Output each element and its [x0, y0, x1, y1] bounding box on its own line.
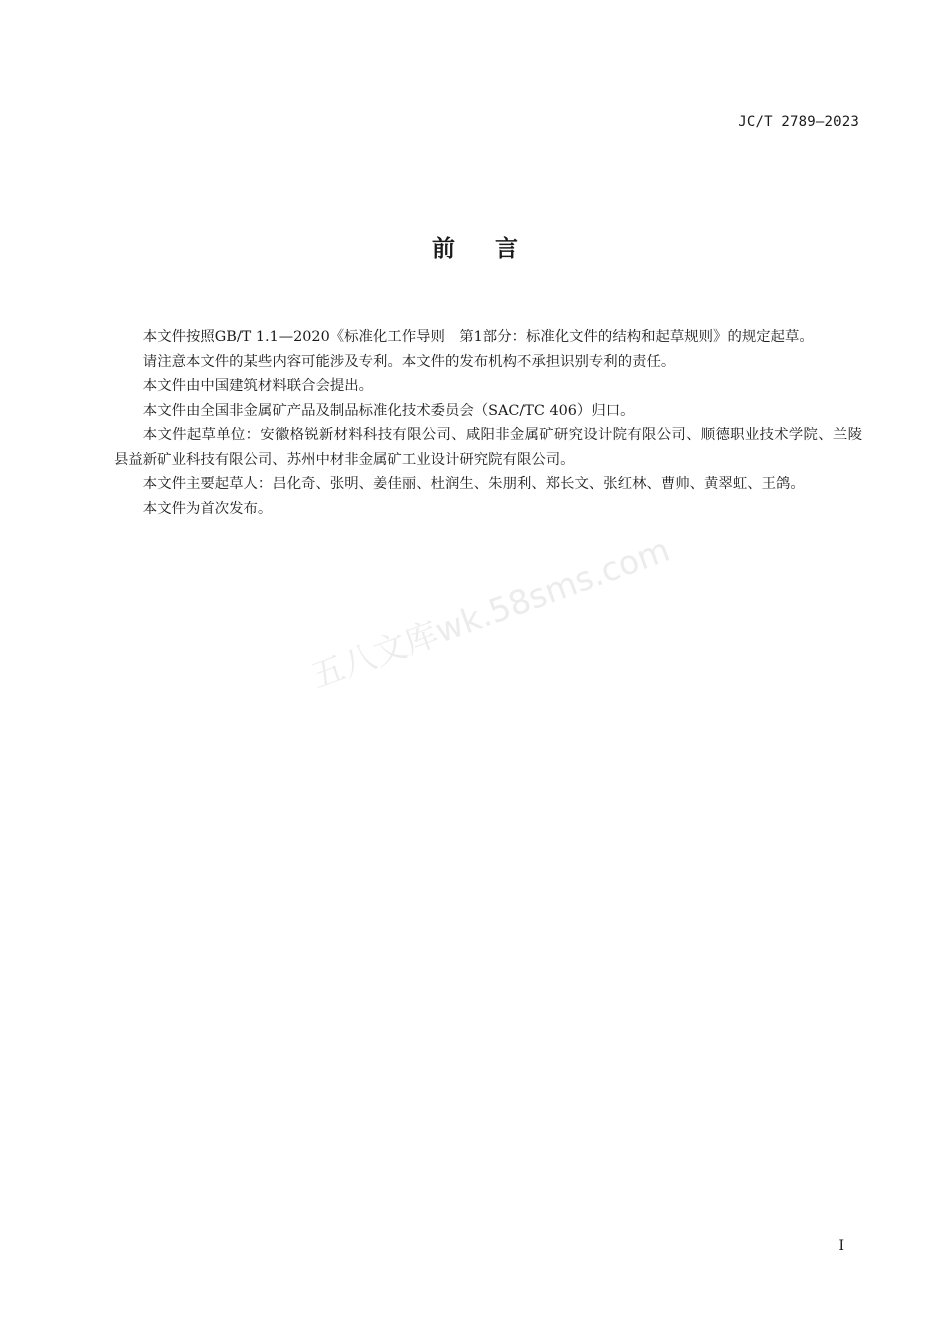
paragraph-proposer: 本文件由中国建筑材料联合会提出。: [142, 378, 374, 394]
foreword-body: [114, 325, 862, 521]
watermark: 五八文库wk.58sms.com: [306, 529, 675, 696]
document-code: JC/T 2789—2023: [738, 114, 859, 130]
page-number: I: [838, 1238, 844, 1254]
paragraph-drafting-rules: 本文件按照GB/T 1.1—2020《标准化工作导则 第1部分：标准化文件的结构和起草规则》的规定起草。: [142, 329, 814, 345]
paragraph-administrator: 本文件由全国非金属矿产品及制品标准化技术委员会（SAC/TC 406）归口。: [142, 402, 635, 419]
paragraph-drafters: 本文件主要起草人：吕化奇、张明、姜佳丽、杜润生、朱朋利、郑长文、张红林、曹帅、黄翠虹、王鸽。: [142, 476, 805, 492]
page-title: 前言: [432, 236, 558, 262]
paragraph-patent-notice: 请注意本文件的某些内容可能涉及专利。本文件的发布机构不承担识别专利的责任。: [142, 353, 676, 370]
paragraph-drafting-units: 本文件起草单位：安徽格锐新材料科技有限公司、咸阳非金属矿研究设计院有限公司、顺德职业技术学院、兰陵县益新矿业科技有限公司、苏州中材非金属矿工业设计研究院有限公司。: [114, 427, 862, 468]
paragraph-first-release: 本文件为首次发布。: [142, 500, 273, 517]
